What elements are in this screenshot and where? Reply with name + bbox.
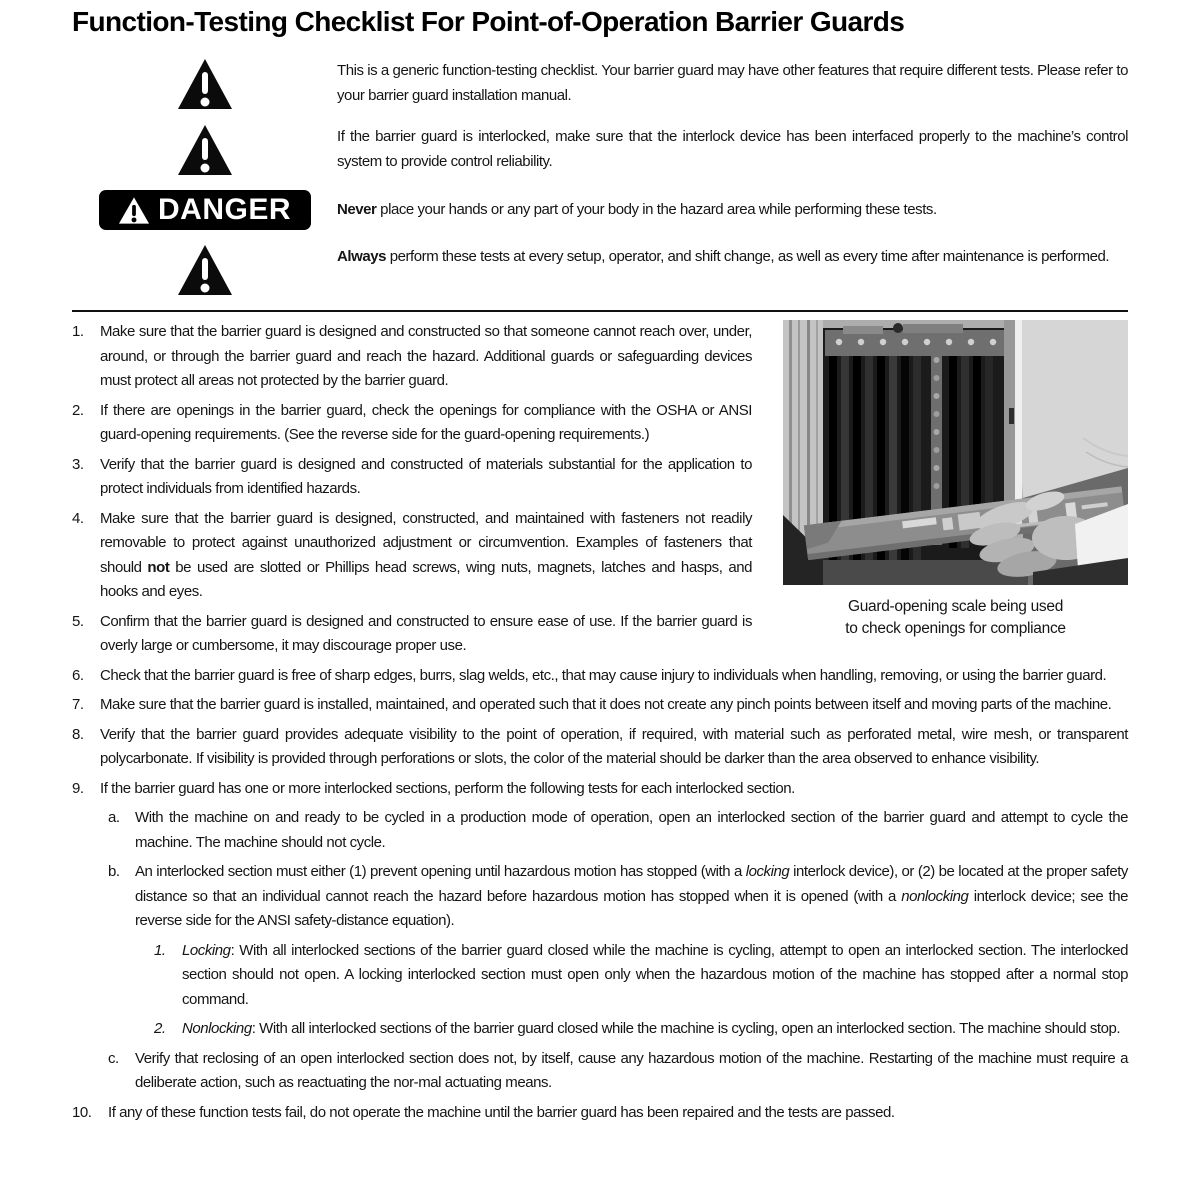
checklist-item-9b2 xyxy=(154,1017,1128,1042)
figure xyxy=(783,320,1128,639)
checklist-item-1 xyxy=(72,320,752,394)
item-text: An interlocked section must either (1) prevent opening until hazardous motion has stopped (with a locking interlock device), or (2) be located at the proper safety distance so that an individual cannot reach the hazard before hazardous motion has stopped when it is opened (with a nonlocking interlock device; see the reverse side for the ANSI safety-distance equation). xyxy=(135,863,1128,929)
checklist-item-10-truncated xyxy=(72,1101,1128,1126)
warning-triangle-icon xyxy=(177,124,233,176)
item-number: 2. xyxy=(72,401,84,419)
notice-always-text: Always perform these tests at every setup, operator, and shift change, as well as every time after maintenance is performed. xyxy=(337,248,1110,265)
checklist-item-9c xyxy=(108,1047,1128,1096)
warning-triangle-icon xyxy=(177,244,233,296)
item-number: 7. xyxy=(72,696,84,713)
page-title: Function-Testing Checklist For Point-of-Operation Barrier Guards xyxy=(72,6,905,37)
checklist-item-3 xyxy=(72,453,752,502)
checklist-item-9b1 xyxy=(154,939,1128,1013)
checklist-item-4 xyxy=(72,507,752,605)
item-label: b. xyxy=(108,863,120,880)
item-text: If there are openings in the barrier guard, check the openings for compliance with the OSHA or ANSI guard-opening requirements. (See the reverse side for the guard-opening requirements.) xyxy=(100,401,752,443)
alert-triangle-icon xyxy=(118,196,150,225)
figure-photo xyxy=(783,320,1128,585)
checklist xyxy=(72,320,1128,1125)
item-text: Verify that the barrier guard is designed and constructed of materials substantial for the application to protect individuals from identified hazards. xyxy=(100,455,752,497)
item-number: 10. xyxy=(72,1103,92,1121)
checklist-item-9 xyxy=(72,777,1128,802)
notice-danger-text: Never place your hands or any part of your body in the hazard area while performing these tests. xyxy=(337,201,937,219)
notice-interlock xyxy=(72,124,1128,176)
checklist-item-7 xyxy=(72,693,1128,718)
item-text: Confirm that the barrier guard is designed and constructed to ensure ease of use. If the barrier guard is overly large or cumbersome, it may discourage proper use. xyxy=(100,612,752,654)
item-text: Make sure that the barrier guard is designed and constructed so that someone cannot reach over, under, around, or through the barrier guard and reach the hazard. Additional guards or safeguarding devices must protect all areas not protected by the barrier guard. xyxy=(100,323,752,389)
item-number: 8. xyxy=(72,725,84,743)
notice-danger xyxy=(72,190,1128,230)
safety-notices xyxy=(72,58,1128,296)
checklist-item-9b xyxy=(108,860,1128,934)
checklist-item-8 xyxy=(72,723,1128,772)
notice-always xyxy=(72,244,1128,296)
checklist-item-2 xyxy=(72,399,752,448)
item-text: Locking: With all interlocked sections of the barrier guard closed while the machine is cycling, attempt to open an interlocked section. The interlocked section should not open. A locking interlocked section must open only when the hazardous motion of the machine has stopped after a normal stop command. xyxy=(182,941,1128,1008)
item-label: c. xyxy=(108,1049,119,1067)
item-number: 9. xyxy=(72,779,84,797)
item-number: 3. xyxy=(72,455,84,473)
item-text: Verify that the barrier guard provides adequate visibility to the point of operation, if required, with material such as perforated metal, wire mesh, or transparent polycarbonate. If visibility is provided through perforations or slots, the color of the material should be darker than the area observed to enhance visibility. xyxy=(100,725,1128,767)
checklist-item-5 xyxy=(72,610,752,659)
warning-triangle-icon xyxy=(177,58,233,110)
item-text: Make sure that the barrier guard is designed, constructed, and maintained with fasteners not readily removable to protect against unauthorized adjustment or circumvention. Examples of fasteners that should not be used are slotted or Phillips head screws, wing nuts, magnets, latches and hasps, and hooks and eyes. xyxy=(100,509,752,600)
item-text: Verify that reclosing of an open interlocked section does not, by itself, cause any hazardous motion of the machine. Restarting of the machine must require a deliberate action, such as reactuating the nor-mal actuating means. xyxy=(135,1049,1128,1091)
item-number: 1. xyxy=(72,323,84,340)
item-label: 1. xyxy=(154,941,166,959)
danger-label: DANGER xyxy=(157,193,291,226)
item-number: 4. xyxy=(72,509,84,527)
checklist-item-9a xyxy=(108,806,1128,855)
item-number: 5. xyxy=(72,612,84,630)
danger-banner xyxy=(99,190,311,230)
notice-interlock-text: If the barrier guard is interlocked, make sure that the interlock device has been interfaced properly to the machine’s control system to provide control reliability. xyxy=(337,128,1128,170)
item-text: Nonlocking: With all interlocked sections of the barrier guard closed while the machine is cycling, open an interlocked section. The machine should stop. xyxy=(182,1020,1121,1037)
item-text: With the machine on and ready to be cycled in a production mode of operation, open an interlocked section of the barrier guard and attempt to cycle the machine. The machine should not cycle. xyxy=(135,809,1128,851)
item-label: 2. xyxy=(154,1020,166,1037)
item-text: Check that the barrier guard is free of sharp edges, burrs, slag welds, etc., that may cause injury to individuals when handling, removing, or using the barrier guard. xyxy=(100,666,1107,684)
item-text: If the barrier guard has one or more interlocked sections, perform the following tests for each interlocked section. xyxy=(100,779,795,797)
section-divider xyxy=(72,310,1128,312)
item-text: Make sure that the barrier guard is installed, maintained, and operated such that it does not create any pinch points between itself and moving parts of the machine. xyxy=(100,696,1112,713)
notice-generic-text: This is a generic function-testing checklist. Your barrier guard may have other features that require different tests. Please refer to your barrier guard installation manual. xyxy=(337,62,1128,104)
notice-generic xyxy=(72,58,1128,110)
figure-caption: Guard-opening scale being used to check openings for compliance xyxy=(845,598,1066,637)
checklist-item-6 xyxy=(72,664,1128,689)
item-number: 6. xyxy=(72,666,84,684)
item-text: If any of these function tests fail, do not operate the machine until the barrier guard has been repaired and the tests are passed. xyxy=(108,1103,895,1121)
item-label: a. xyxy=(108,809,120,826)
